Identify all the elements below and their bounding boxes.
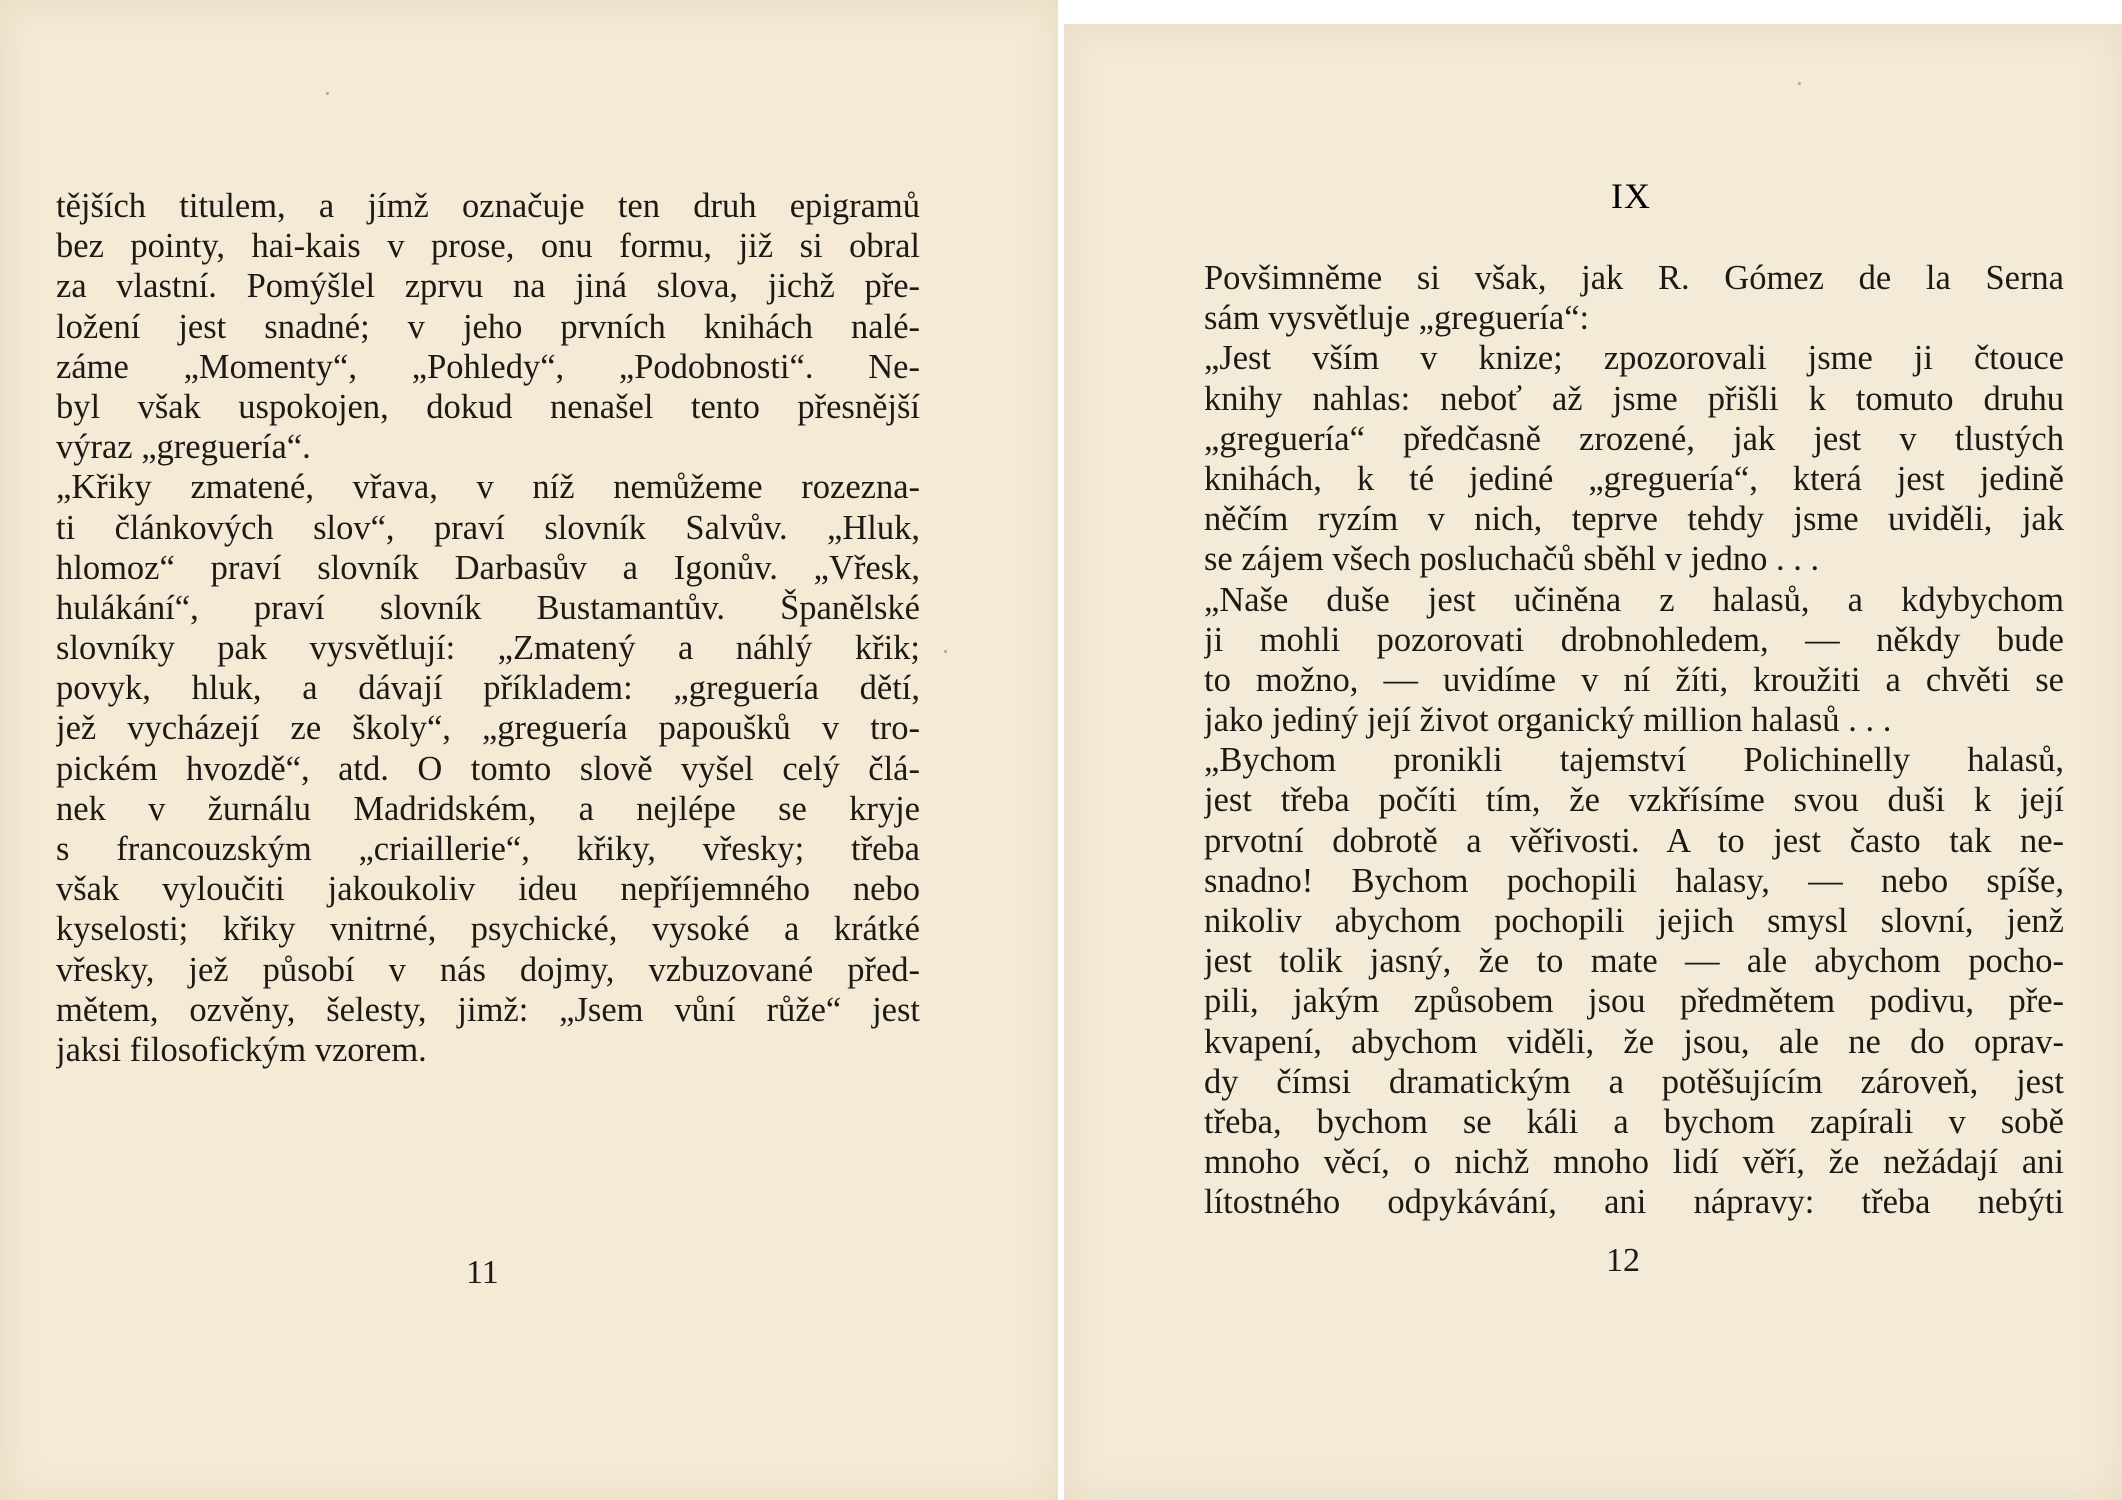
text-line: záme „Momenty“, „Pohledy“, „Podobnosti“. Ne- xyxy=(56,347,920,386)
text-line: mětem, ozvěny, šelesty, jimž: „Jsem vůní růže“ jest xyxy=(56,990,920,1029)
text-line: pili, jakým způsobem jsou předmětem podivu, pře- xyxy=(1204,982,2064,1021)
text-line: knihy nahlas: neboť až jsme přišli k tomuto druhu xyxy=(1204,379,2064,418)
text-line: kyselosti; křiky vnitrné, psychické, vysoké a krátké xyxy=(56,910,920,949)
text-line: hulákání“, praví slovník Bustamantův. Španělské xyxy=(56,588,920,627)
right-page-text xyxy=(1204,258,2064,1223)
text-line: sám vysvětluje „greguería“: xyxy=(1204,299,1590,338)
left-page xyxy=(0,0,1058,1500)
text-line: ji mohli pozorovati drobnohledem, — někdy bude xyxy=(1204,620,2064,659)
text-line: nikoliv abychom pochopili jejich smysl slovní, jenž xyxy=(1204,902,2064,940)
text-line: jež vycházejí ze školy“, „greguería papoušků v tro- xyxy=(56,709,920,748)
text-line: Povšimněme si však, jak R. Gómez de la Serna xyxy=(1204,259,2064,297)
text-line: „Křiky zmatené, vřava, v níž nemůžeme rozezna- xyxy=(56,468,920,507)
chapter-heading: IX xyxy=(1611,176,1651,216)
text-line: „Jest vším v knize; zpozorovali jsme ji čtouce xyxy=(1204,339,2064,378)
text-line: však vyloučiti jakoukoliv ideu nepříjemného nebo xyxy=(56,870,920,909)
text-line: „greguería“ předčasně zrozené, jak jest v tlustých xyxy=(1204,419,2064,458)
text-line: hlomoz“ praví slovník Darbasův a Igonův. „Vřesk, xyxy=(56,548,920,587)
text-line: mnoho věcí, o nichž mnoho lidí věří, že nežádají ani xyxy=(1204,1143,2064,1182)
text-line: vřesky, jež působí v nás dojmy, vzbuzované před- xyxy=(56,950,920,989)
text-line: jako jediný její život organický million halasů . . . xyxy=(1204,701,1892,740)
paper-speck xyxy=(1798,82,1801,85)
text-line: třeba, bychom se káli a bychom zapírali v sobě xyxy=(1204,1102,2064,1141)
text-line: „Naše duše jest učiněna z halasů, a kdybychom xyxy=(1204,580,2064,619)
text-line: za vlastní. Pomýšlel zprvu na jiná slova, jichž pře- xyxy=(56,267,920,306)
text-line: ložení jest snadné; v jeho prvních knihách nalé- xyxy=(56,307,920,346)
text-line: „Bychom pronikli tajemství Polichinelly halasů, xyxy=(1204,741,2064,780)
text-line: ti článkových slov“, praví slovník Salvův. „Hluk, xyxy=(56,508,920,547)
page-number-right: 12 xyxy=(1606,1242,1640,1279)
text-line: to možno, — uvidíme v ní žíti, kroužiti a chvěti se xyxy=(1204,660,2064,699)
text-line: jest třeba počíti tím, že vzkřísíme svou duši k její xyxy=(1204,781,2064,820)
text-line: kvapení, abychom viděli, že jsou, ale ne do oprav- xyxy=(1204,1022,2064,1061)
text-line: něčím ryzím v nich, teprve tehdy jsme uviděli, jak xyxy=(1204,500,2064,539)
text-line: knihách, k té jediné „greguería“, která jest jedině xyxy=(1204,459,2064,498)
text-line: povyk, hluk, a dávají příkladem: „greguería dětí, xyxy=(56,669,920,708)
text-line: slovníky pak vysvětlují: „Zmatený a náhlý křik; xyxy=(56,629,920,668)
text-line: jaksi filosofickým vzorem. xyxy=(56,1030,427,1069)
text-line: pickém hvozdě“, atd. O tomto slově vyšel celý člá- xyxy=(56,749,920,788)
text-line: prvotní dobrotě a věřivosti. A to jest často tak ne- xyxy=(1204,821,2064,860)
right-page xyxy=(1064,24,2122,1500)
text-line: dy čímsi dramatickým a potěšujícím zároveň, jest xyxy=(1204,1062,2064,1101)
text-line: se zájem všech posluchačů sběhl v jedno . . . xyxy=(1204,540,1820,579)
paper-speck xyxy=(326,92,329,95)
text-line: bez pointy, hai-kais v prose, onu formu, již si obral xyxy=(56,227,920,266)
text-line: jest tolik jasný, že to mate — ale abychom pocho- xyxy=(1204,942,2064,981)
text-line: snadno! Bychom pochopili halasy, — nebo spíše, xyxy=(1204,861,2064,900)
text-line: výraz „greguería“. xyxy=(56,428,311,467)
paper-speck xyxy=(944,650,947,653)
left-page-text xyxy=(56,186,920,1070)
page-number-left: 11 xyxy=(466,1254,499,1291)
text-line: s francouzským „criaillerie“, křiky, vřesky; třeba xyxy=(56,830,920,868)
text-line: lítostného odpykávání, ani nápravy: třeba nebýti xyxy=(1204,1183,2064,1222)
text-line: byl však uspokojen, dokud nenašel tento přesnější xyxy=(56,387,920,426)
text-line: nek v žurnálu Madridském, a nejlépe se kryje xyxy=(56,789,920,828)
text-line: tějších titulem, a jímž označuje ten druh epigramů xyxy=(56,187,920,225)
